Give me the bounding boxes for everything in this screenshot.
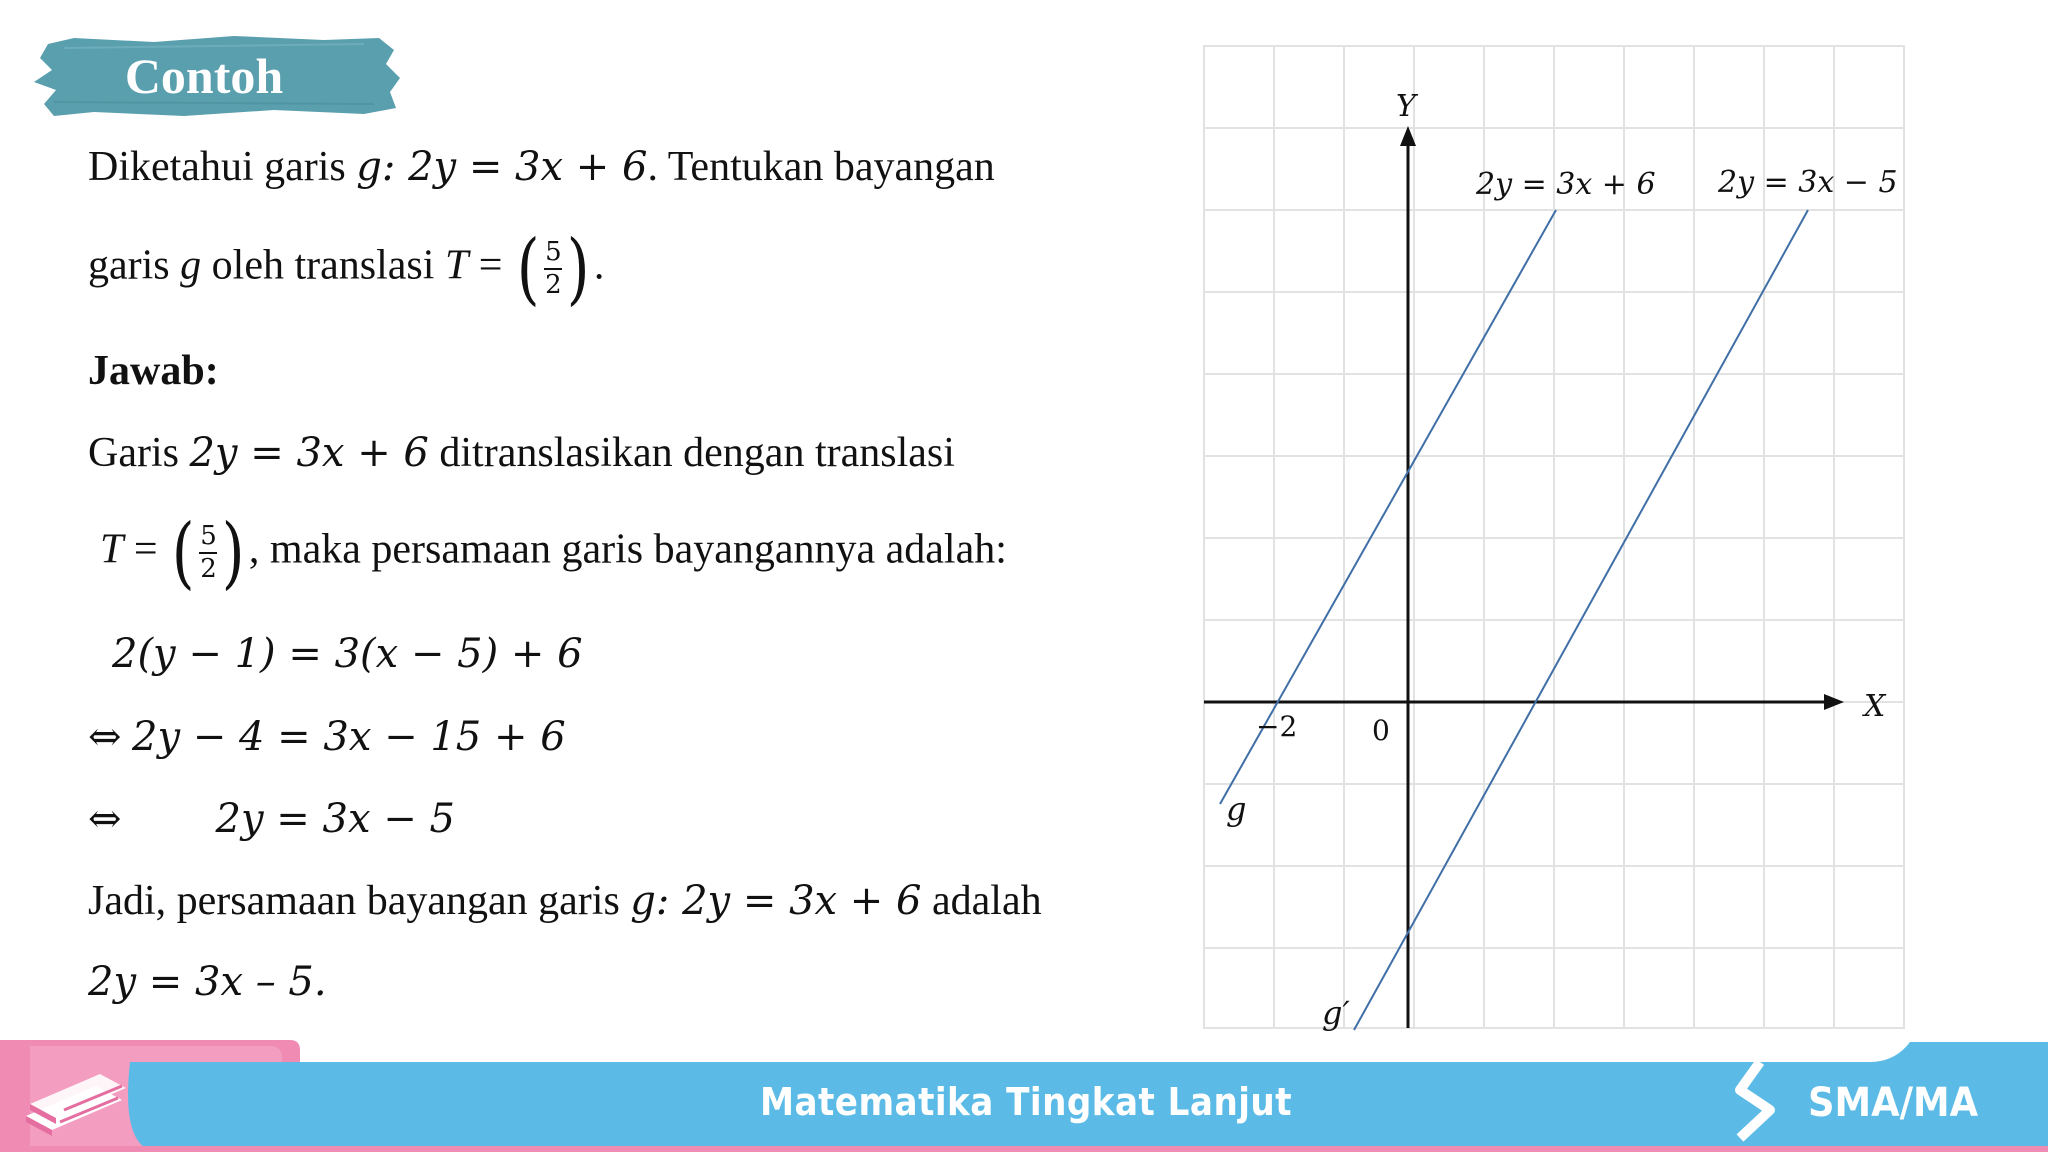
problem-line-1	[88, 146, 995, 188]
final-answer: 2y = 3x – 5.	[88, 959, 327, 1005]
footer-book-title: Matematika Tingkat Lanjut	[760, 1080, 1293, 1124]
problem-text-end: . Tentukan bayangan	[647, 144, 995, 190]
equals-sign: =	[468, 242, 513, 289]
vector-top: 5	[200, 520, 217, 551]
conclusion-text: Jadi, persamaan bayangan garis	[88, 878, 631, 924]
equation-g: g: 2y = 3x + 6	[630, 878, 922, 924]
step-2	[88, 716, 566, 758]
tick-label-minus-2: −2	[1256, 710, 1298, 743]
answer-label: Jawab:	[88, 348, 219, 394]
translation-vector: ( $\frac{5}{2}$ )	[171, 508, 246, 598]
equation-g: g: 2y = 3x + 6	[356, 144, 648, 190]
vector-top: 5	[545, 236, 562, 267]
line-g-name: g	[1226, 790, 1247, 828]
step-3-equation: 2y = 3x − 5	[215, 796, 455, 842]
answer-text: , maka persamaan garis bayangannya adalah:	[248, 526, 1007, 573]
y-axis-label: Y	[1396, 89, 1416, 124]
vector-bottom: 2	[200, 554, 217, 584]
problem-line-2	[88, 224, 605, 314]
problem-text: Diketahui garis	[88, 144, 357, 190]
equation-g: 2y = 3x + 6	[189, 430, 429, 476]
problem-text: garis	[88, 242, 181, 289]
answer-line-1	[88, 432, 955, 474]
var-T: T	[100, 526, 124, 573]
coordinate-graph	[1200, 44, 1920, 1034]
line-g-equation: 2y = 3x + 6	[1476, 167, 1656, 202]
step-1: 2(y − 1) = 3(x − 5) + 6	[112, 631, 583, 677]
var-g: g	[180, 242, 202, 289]
banner-label: Contoh	[124, 48, 284, 104]
line-g-prime-equation: 2y = 3x − 5	[1718, 165, 1898, 200]
step-2-equation: 2y − 4 = 3x − 15 + 6	[132, 714, 566, 760]
answer-text: ditranslasikan dengan translasi	[428, 430, 955, 476]
vector-bottom: 2	[545, 270, 562, 300]
translation-vector: ( $\frac{5}{2}$ )	[516, 224, 591, 314]
line-g-prime-name: g′	[1322, 994, 1350, 1032]
equivalence-symbol: ⇔	[88, 796, 122, 842]
problem-text: oleh translasi	[201, 242, 445, 289]
step-3	[88, 798, 455, 840]
conclusion-text: adalah	[921, 878, 1042, 924]
conclusion-line-1	[88, 880, 1042, 922]
x-axis-label: X	[1864, 689, 1886, 724]
contoh-banner	[34, 30, 404, 122]
footer-level-label: SMA/MA	[1808, 1080, 1979, 1126]
origin-label: 0	[1372, 714, 1390, 747]
equivalence-symbol: ⇔	[88, 714, 122, 760]
equals-sign: =	[123, 526, 169, 573]
answer-line-2	[100, 508, 1007, 598]
var-T: T	[444, 242, 469, 289]
answer-text: Garis	[88, 430, 190, 476]
period: .	[593, 242, 605, 289]
